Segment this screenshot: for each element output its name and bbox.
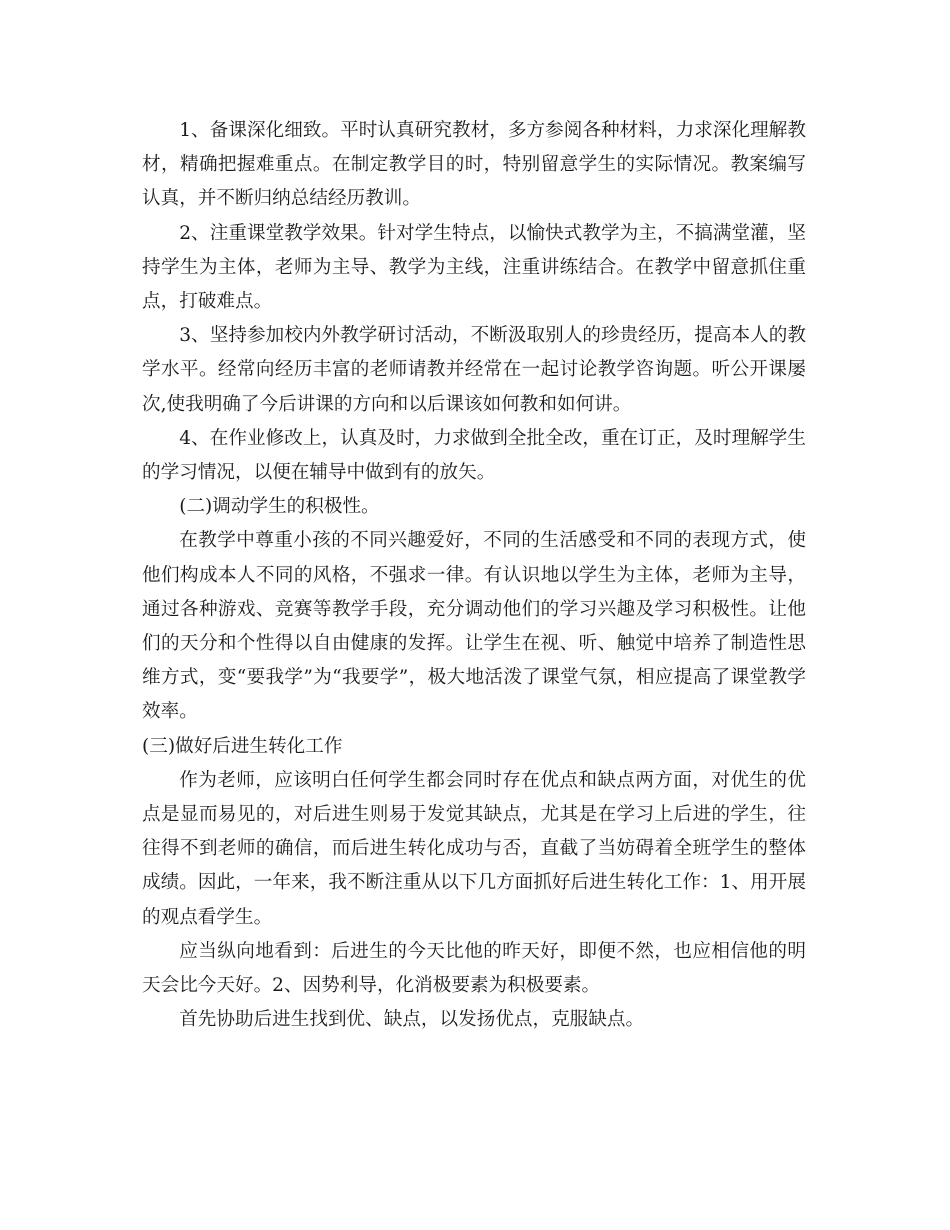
section-heading-underachievers: (三)做好后进生转化工作 xyxy=(142,735,343,757)
document-body xyxy=(142,114,806,1037)
section-heading-motivation: (二)调动学生的积极性。 xyxy=(179,496,380,518)
paragraph-longitudinal-view: 应当纵向地看到：后进生的今天比他的昨天好，即便不然，也应相信他的明天会比今天好。2、因势利导，化消极要素为积极要素。 xyxy=(142,940,806,997)
paragraph-lesson-preparation: 1、备课深化细致。平时认真研究教材，多方参阅各种材料，力求深化理解教材，精确把握难重点。在制定教学目的时，特别留意学生的实际情况。教案编写认真，并不断归纳总结经历教训。 xyxy=(142,120,806,210)
paragraph-underachievers: 作为老师，应该明白任何学生都会同时存在优点和缺点两方面，对优生的优点是显而易见的，对后进生则易于发觉其缺点，尤其是在学习上后进的学生，往往得不到老师的确信，而后进生转化成功与否，直截了当妨碍着全班学生的整体成绩。因此，一年来，我不断注重从以下几方面抓好后进生转化工作：1、用开展的观点看学生。 xyxy=(142,769,806,928)
paragraph-strengths-weaknesses: 首先协助后进生找到优、缺点，以发扬优点，克服缺点。 xyxy=(179,1009,645,1031)
paragraph-homework-correction: 4、在作业修改上，认真及时，力求做到全批全改，重在订正，及时理解学生的学习情况，以便在辅导中做到有的放矢。 xyxy=(142,427,806,484)
paragraph-classroom-effect: 2、注重课堂教学效果。针对学生特点，以愉快式教学为主，不搞满堂灌，坚持学生为主体，老师为主导、教学为主线，注重讲练结合。在教学中留意抓住重点，打破难点。 xyxy=(142,222,806,313)
paragraph-motivation: 在教学中尊重小孩的不同兴趣爱好，不同的生活感受和不同的表现方式，使他们构成本人不同的风格，不强求一律。有认识地以学生为主体，老师为主导，通过各种游戏、竞赛等教学手段，充分调动他们的学习兴趣及学习积极性。让他们的天分和个性得以自由健康的发挥。让学生在视、听、触觉中培养了制造性思维方式，变“要我学”为“我要学”，极大地活泼了课堂气氛，相应提高了课堂教学效率。 xyxy=(142,530,806,723)
paragraph-teaching-research: 3、坚持参加校内外教学研讨活动，不断汲取别人的珍贵经历，提高本人的教学水平。经常向经历丰富的老师请教并经常在一起讨论教学咨询题。听公开课屡次,使我明确了今后讲课的方向和以后课该如何教和如何讲。 xyxy=(142,325,806,415)
